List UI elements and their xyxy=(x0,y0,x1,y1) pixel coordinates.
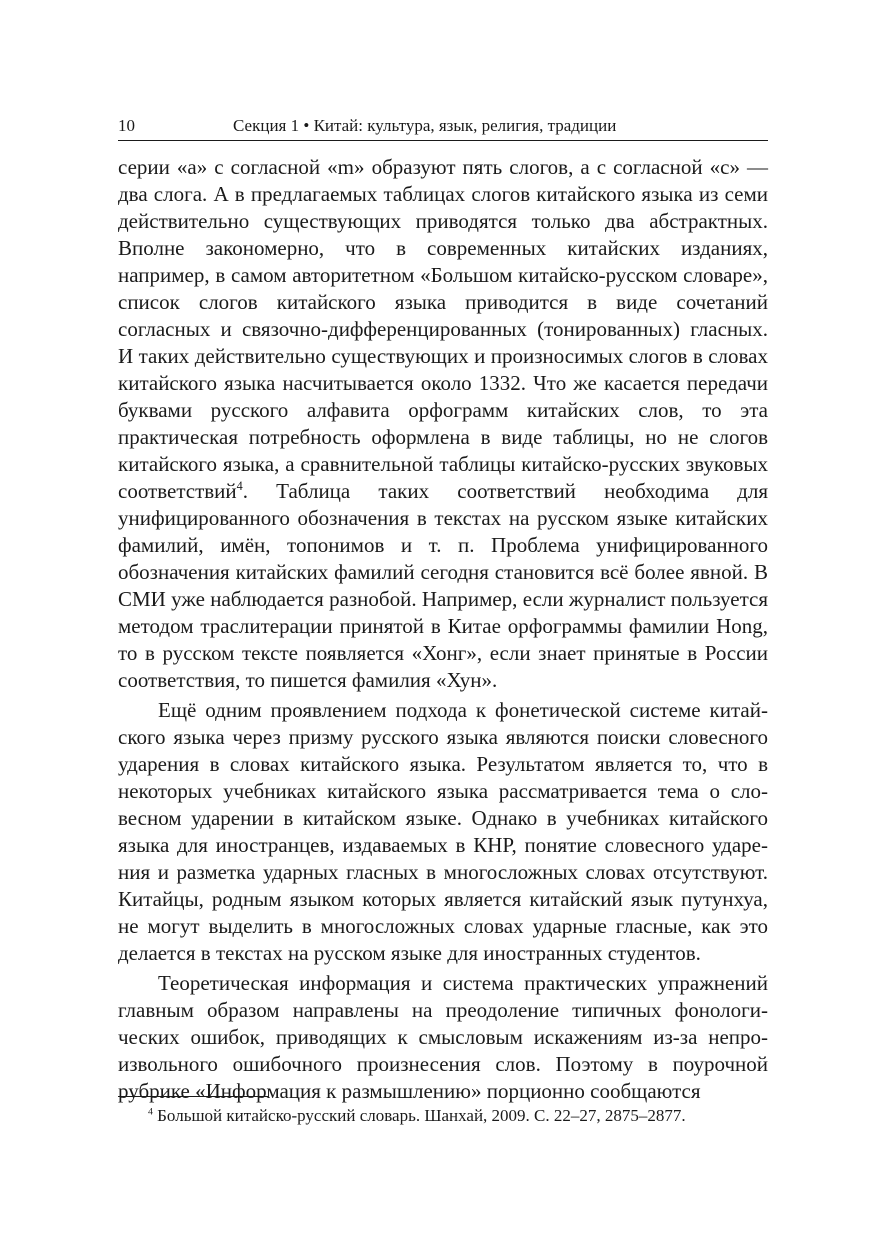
footnote-rule xyxy=(118,1096,268,1097)
paragraph-3: Теоретическая информация и система практических упражнений главным образом направлены на преодоление типичных фонологических ошибок, приводящих к смысловым искажениям из-за непроизвольного ошибочного произнесения слов. Поэтому в поурочной рубрике «Информация к размышлению» порционно сообщаются xyxy=(118,971,768,1103)
footnote-text: Большой китайско-русский словарь. Шанхай, 2009. С. 22–27, 2875–2877. xyxy=(157,1106,686,1125)
paragraph-2: Ещё одним проявлением подхода к фонетической системе китайского языка через призму русского языка являются поиски словесного ударения в словах китайского языка. Результатом является то, что в некоторых учебниках китайского языка рассматривается тема о словесном ударении в китайском языке. Однако в учебниках китайского языка для иностранцев, издаваемых в КНР, понятие словесного ударения и разметка ударных гласных в многосложных словах отсутствуют. Китайцы, родным языком которых является китайский язык путунхуа, не могут выделить в многосложных словах ударные гласные, как это делается в текстах на русском языке для иностранных студентов. xyxy=(118,698,768,965)
footnote xyxy=(148,1104,768,1128)
running-header xyxy=(118,114,768,138)
paragraph-1-text-end: . Таблица таких соответствий необходима для унифицированного обозначения в текстах на русском языке китайских фамилий, имён, топонимов и т. п. Проблема унифицированного обозначения китайских фамилий сегодня становится всё более явной. В СМИ уже наблюдается разнобой. Например, если журналист пользуется методом траслитерации принятой в Китае орфограммы фамилии Hong, то в русском тексте появляется «Хонг», если знает принятые в России соответствия, то пишется фамилия «Хун». xyxy=(118,479,768,692)
running-title: Секция 1 • Китай: культура, язык, религия, традиции xyxy=(233,116,617,135)
footnote-reference: 4 xyxy=(236,479,243,493)
body-text xyxy=(118,154,768,1105)
paragraph-1 xyxy=(118,154,768,694)
paragraph-1-text-start: серии «а» с согласной «m» образуют пять слогов, а с согласной «c» — два слога. А в предлагаемых таблицах слогов китайского языка из семи действительно существующих приводятся только два абстрактных. Вполне закономерно, что в современных китайских изданиях, например, в самом авторитетном «Большом китайско-русском словаре», список слогов китайского языка приводится в виде сочетаний согласных и связочно-дифференцированных (тонированных) гласных. И таких действительно существующих и произносимых слогов в словах китайского языка насчитывается около 1332. Что же касается передачи буквами русского алфавита орфограмм китайских слов, то эта практическая потребность оформлена в виде таблицы, но не слогов китайского языка, а сравнительной таблицы китайско-русских звуковых соответствий xyxy=(118,155,768,503)
page-number: 10 xyxy=(118,116,135,135)
footnote-marker: 4 xyxy=(148,1106,153,1118)
header-rule xyxy=(118,140,768,141)
